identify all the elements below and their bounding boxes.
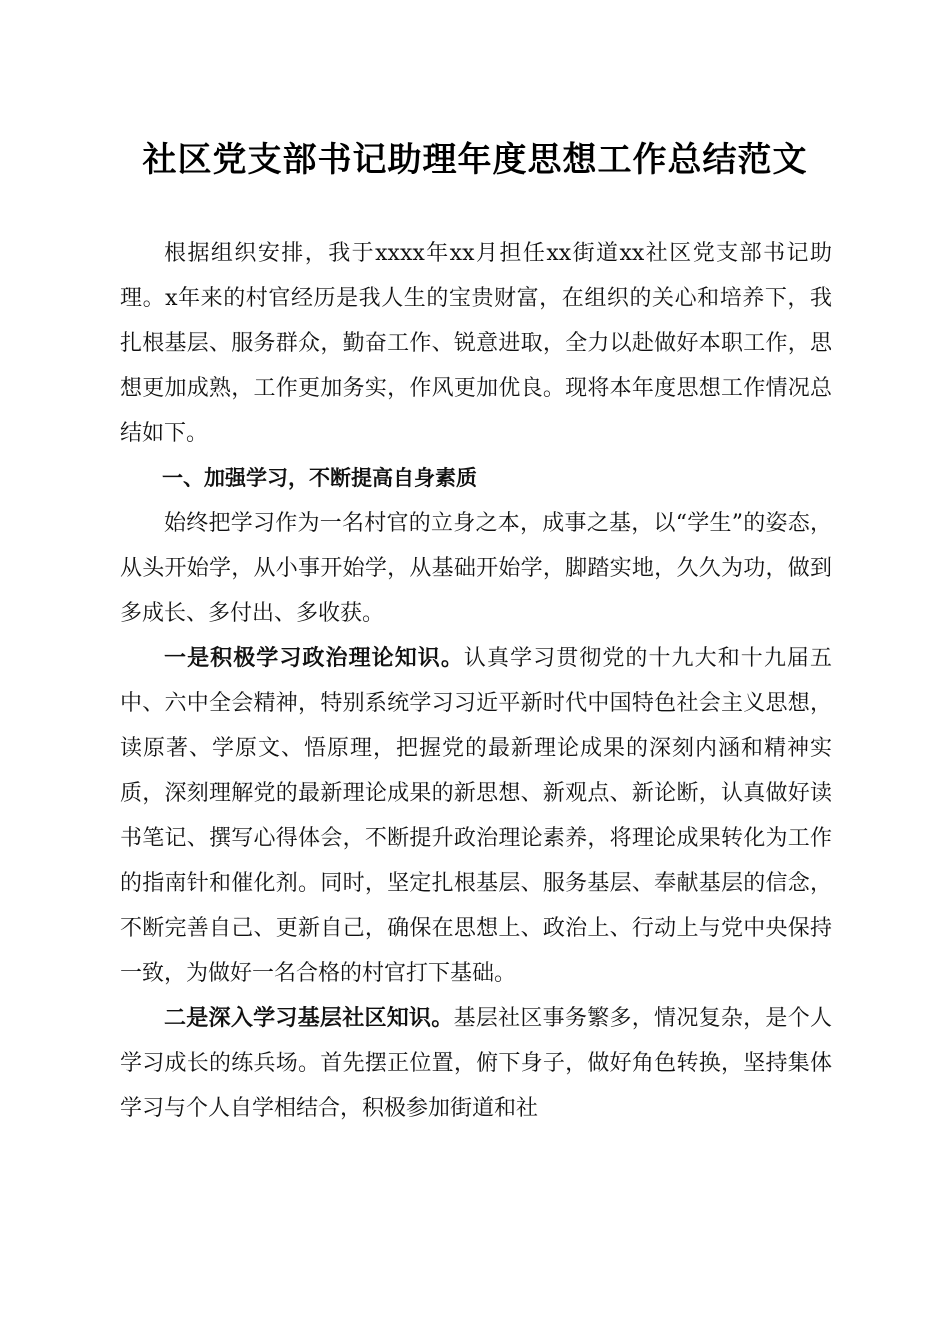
intro-paragraph: 根据组织安排，我于xxxx年xx月担任xx街道xx社区党支部书记助理。x年来的村官经历是我人生的宝贵财富，在组织的关心和培养下，我扎根基层、服务群众，勤奋工作、锐意进取，全力以赴做好本职工作，思想更加成熟，工作更加务实，作风更加优良。现将本年度思想工作情况总结如下。 <box>120 241 832 446</box>
item-2-lead: 二是深入学习基层社区知识。 <box>164 1005 454 1031</box>
document-body <box>120 231 832 1131</box>
document-title: 社区党支部书记助理年度思想工作总结范文 <box>142 140 808 180</box>
item-1-lead: 一是积极学习政治理论知识。 <box>164 645 464 671</box>
item-2-text: 基层社区事务繁多，情况复杂，是个人学习成长的练兵场。首先摆正位置，俯下身子，做好角色转换，坚持集体学习与个人自学相结合，积极参加街道和社 <box>120 1006 832 1121</box>
section-1-paragraph: 始终把学习作为一名村官的立身之本，成事之基，以“学生”的姿态，从头开始学，从小事开始学，从基础开始学，脚踏实地，久久为功，做到多成长、多付出、多收获。 <box>120 511 832 626</box>
section-1-heading: 一、加强学习，不断提高自身素质 <box>162 466 477 490</box>
item-1-text: 认真学习贯彻党的十九大和十九届五中、六中全会精神，特别系统学习习近平新时代中国特色社会主义思想，读原著、学原文、悟原理，把握党的最新理论成果的深刻内涵和精神实质，深刻理解党的最新理论成果的新思想、新观点、新论断，认真做好读书笔记、撰写心得体会，不断提升政治理论素养，将理论成果转化为工作的指南针和催化剂。同时，坚定扎根基层、服务基层、奉献基层的信念，不断完善自己、更新自己，确保在思想上、政治上、行动上与党中央保持一致，为做好一名合格的村官打下基础。 <box>120 646 832 986</box>
item-1-paragraph <box>120 636 832 996</box>
item-2-paragraph <box>120 996 832 1131</box>
